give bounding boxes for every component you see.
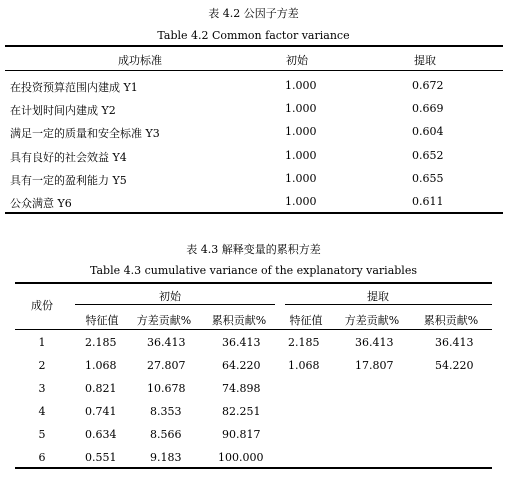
table-cell: 1.068	[85, 359, 117, 372]
table-row-component: 5	[38, 428, 46, 441]
subheader: 累积贡献%	[423, 314, 479, 327]
table-cell: 82.251	[222, 405, 261, 418]
header-rule	[5, 70, 503, 71]
table-row-extract: 0.669	[412, 102, 444, 115]
table-cell: 54.220	[435, 359, 474, 372]
table-cell: 8.566	[150, 428, 182, 441]
table-row-label: 在计划时间内建成 Y2	[10, 104, 116, 117]
table-4-3-caption-en: Table 4.3 cumulative variance of the explanatory variables	[90, 264, 417, 277]
table-row-label: 在投资预算范围内建成 Y1	[10, 81, 138, 94]
table-row-component: 4	[38, 405, 46, 418]
table-cell: 0.634	[85, 428, 117, 441]
table-row-label: 具有良好的社会效益 Y4	[10, 151, 127, 164]
table-4-2-caption-cn: 表 4.2 公因子方差	[208, 7, 299, 20]
table-row-initial: 1.000	[285, 172, 317, 185]
table-cell: 36.413	[222, 336, 261, 349]
header-criteria: 成功标准	[118, 54, 162, 67]
table-row-label: 满足一定的质量和安全标准 Y3	[10, 127, 160, 140]
table-cell: 10.678	[147, 382, 186, 395]
header-initial: 初始	[286, 54, 308, 67]
table-row-extract: 0.672	[412, 79, 444, 92]
subheader: 方差贡献%	[344, 314, 400, 327]
subheader: 累积贡献%	[211, 314, 267, 327]
table-cell: 2.185	[288, 336, 320, 349]
table-row-initial: 1.000	[285, 102, 317, 115]
bottom-rule	[5, 212, 503, 214]
header-group-extract: 提取	[367, 290, 389, 303]
group-rule-extract	[285, 304, 492, 305]
table-4-3-caption-cn: 表 4.3 解释变量的累积方差	[186, 243, 321, 256]
table-cell: 27.807	[147, 359, 186, 372]
table-cell: 0.551	[85, 451, 117, 464]
table-cell: 9.183	[150, 451, 182, 464]
table-row-initial: 1.000	[285, 195, 317, 208]
table-cell: 74.898	[222, 382, 261, 395]
header-group-initial: 初始	[159, 290, 181, 303]
table-row-extract: 0.655	[412, 172, 444, 185]
table-cell: 36.413	[147, 336, 186, 349]
table-row-extract: 0.604	[412, 125, 444, 138]
table-row-initial: 1.000	[285, 79, 317, 92]
table-cell: 36.413	[355, 336, 394, 349]
table-row-component: 2	[38, 359, 46, 372]
table-cell: 1.068	[288, 359, 320, 372]
subheader: 特征值	[85, 314, 119, 327]
table-row-component: 6	[38, 451, 46, 464]
table-cell: 2.185	[85, 336, 117, 349]
table-cell: 0.741	[85, 405, 117, 418]
table-4-2-caption-en: Table 4.2 Common factor variance	[157, 29, 350, 42]
header-rule	[15, 329, 492, 330]
table-cell: 90.817	[222, 428, 261, 441]
table-cell: 100.000	[218, 451, 264, 464]
table-cell: 64.220	[222, 359, 261, 372]
table-cell: 36.413	[435, 336, 474, 349]
group-rule-initial	[75, 304, 275, 305]
subheader: 方差贡献%	[136, 314, 192, 327]
table-cell: 0.821	[85, 382, 117, 395]
bottom-rule	[15, 467, 492, 469]
table-row-extract: 0.652	[412, 149, 444, 162]
table-row-component: 3	[38, 382, 46, 395]
table-row-label: 公众满意 Y6	[10, 197, 72, 210]
table-cell: 8.353	[150, 405, 182, 418]
header-extract: 提取	[414, 54, 436, 67]
table-row-component: 1	[38, 336, 46, 349]
top-rule	[15, 282, 492, 284]
subheader: 特征值	[289, 314, 323, 327]
table-cell: 17.807	[355, 359, 394, 372]
top-rule	[5, 45, 503, 47]
header-component: 成份	[31, 299, 53, 312]
table-row-extract: 0.611	[412, 195, 444, 208]
table-row-label: 具有一定的盈利能力 Y5	[10, 174, 127, 187]
table-row-initial: 1.000	[285, 125, 317, 138]
table-row-initial: 1.000	[285, 149, 317, 162]
